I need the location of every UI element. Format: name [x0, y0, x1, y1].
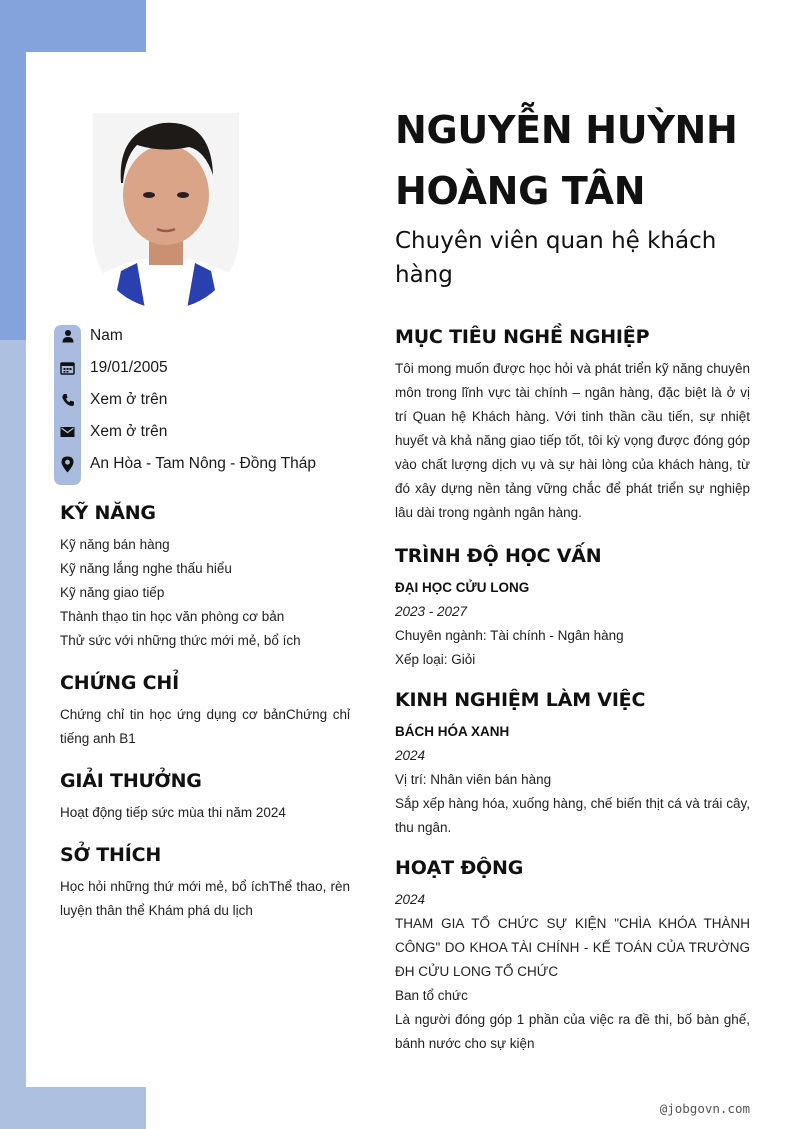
skill-item: Kỹ năng bán hàng	[60, 537, 170, 552]
calendar-icon	[54, 361, 81, 375]
gender-text: Nam	[90, 327, 123, 344]
education-period: 2023 - 2027	[395, 604, 468, 619]
certificates-text: Chứng chỉ tin học ứng dụng cơ bảnChứng chỉ tiếng anh B1	[60, 707, 350, 746]
skill-item: Kỹ năng lắng nghe thấu hiểu	[60, 561, 232, 576]
experience-description: Sắp xếp hàng hóa, xuống hàng, chế biến thịt cá và trái cây, thu ngân.	[395, 796, 750, 835]
experience-section	[395, 689, 750, 840]
activities-section	[395, 857, 750, 1056]
decor-block-bottom	[0, 1087, 146, 1129]
decor-block-left	[0, 340, 26, 1129]
address-text: An Hòa - Tam Nông - Đồng Tháp	[90, 455, 317, 472]
hobbies-text: Học hỏi những thứ mới mẻ, bổ íchThể thao, rèn luyện thân thể Khám phá du lịch	[60, 879, 350, 918]
certificates-section	[60, 672, 350, 751]
education-major: Chuyên ngành: Tài chính - Ngân hàng	[395, 628, 624, 643]
skill-item: Kỹ năng giao tiếp	[60, 585, 165, 600]
company-name: BÁCH HÓA XANH	[395, 724, 510, 739]
skills-list	[60, 533, 350, 653]
objective-heading: MỤC TIÊU NGHỀ NGHIỆP	[395, 326, 650, 348]
activity-event: THAM GIA TỔ CHỨC SỰ KIỆN "CHÌA KHÓA THÀNH CÔNG" DO KHOA TÀI CHÍNH - KẾ TOÁN CỦA TRƯỜNG ĐH CỬU LONG TỔ CHỨC	[395, 916, 750, 979]
school-name: ĐẠI HỌC CỬU LONG	[395, 580, 530, 595]
activity-description: Là người đóng góp 1 phần của việc ra đề thi, bố bàn ghế, bánh nước cho sự kiện	[395, 1012, 750, 1051]
contact-phone	[54, 384, 364, 416]
activity-year: 2024	[395, 892, 426, 907]
experience-position: Vị trí: Nhân viên bán hàng	[395, 772, 552, 787]
activities-heading: HOẠT ĐỘNG	[395, 857, 524, 879]
contact-gender	[54, 320, 364, 352]
education-grade: Xếp loại: Giỏi	[395, 652, 476, 667]
phone-text: Xem ở trên	[90, 391, 168, 408]
location-icon	[54, 456, 81, 473]
watermark: @jobgovn.com	[659, 1101, 750, 1116]
activity-role: Ban tổ chức	[395, 988, 468, 1003]
certificates-heading: CHỨNG CHỈ	[60, 672, 179, 694]
experience-year: 2024	[395, 748, 426, 763]
email-text: Xem ở trên	[90, 423, 168, 440]
skill-item: Thành thạo tin học văn phòng cơ bản	[60, 609, 285, 624]
phone-icon	[54, 393, 81, 407]
header-block	[395, 100, 750, 292]
hobbies-section	[60, 844, 350, 923]
skills-section	[60, 502, 350, 653]
hobbies-heading: SỞ THÍCH	[60, 844, 162, 866]
awards-section	[60, 770, 350, 825]
skill-item: Thử sức với những thức mới mẻ, bổ ích	[60, 633, 301, 648]
mail-icon	[54, 426, 81, 438]
awards-heading: GIẢI THƯỞNG	[60, 770, 202, 792]
birthdate-text: 19/01/2005	[90, 359, 168, 376]
profile-photo	[93, 113, 239, 309]
objective-section	[395, 326, 750, 525]
job-title: Chuyên viên quan hệ khách hàng	[395, 228, 717, 288]
contact-birthdate	[54, 352, 364, 384]
contact-email	[54, 416, 364, 448]
education-section	[395, 545, 750, 672]
education-heading: TRÌNH ĐỘ HỌC VẤN	[395, 545, 602, 567]
experience-heading: KINH NGHIỆM LÀM VIỆC	[395, 689, 646, 711]
contact-address	[54, 448, 364, 480]
full-name-line-1: NGUYỄN HUỲNH	[395, 108, 738, 152]
person-icon	[54, 329, 81, 343]
objective-text: Tôi mong muốn được học hỏi và phát triển kỹ năng chuyên môn trong lĩnh vực tài chính – ngân hàng, đặc biệt là ở vị trí Quan hệ Khách hàng. Với tinh thần cầu tiến, sự nhiệt huyết và khả năng giao tiếp tốt, tôi kỳ vọng được đóng góp vào chất lượng dịch vụ và sự hài lòng của khách hàng, từ đó xây dựng nền tảng vững chắc để phát triển sự nghiệp lâu dài trong ngành ngân hàng.	[395, 361, 750, 520]
full-name-line-2: HOÀNG TÂN	[395, 169, 646, 213]
skills-heading: KỸ NĂNG	[60, 502, 156, 524]
awards-text: Hoạt động tiếp sức mùa thi năm 2024	[60, 805, 286, 820]
